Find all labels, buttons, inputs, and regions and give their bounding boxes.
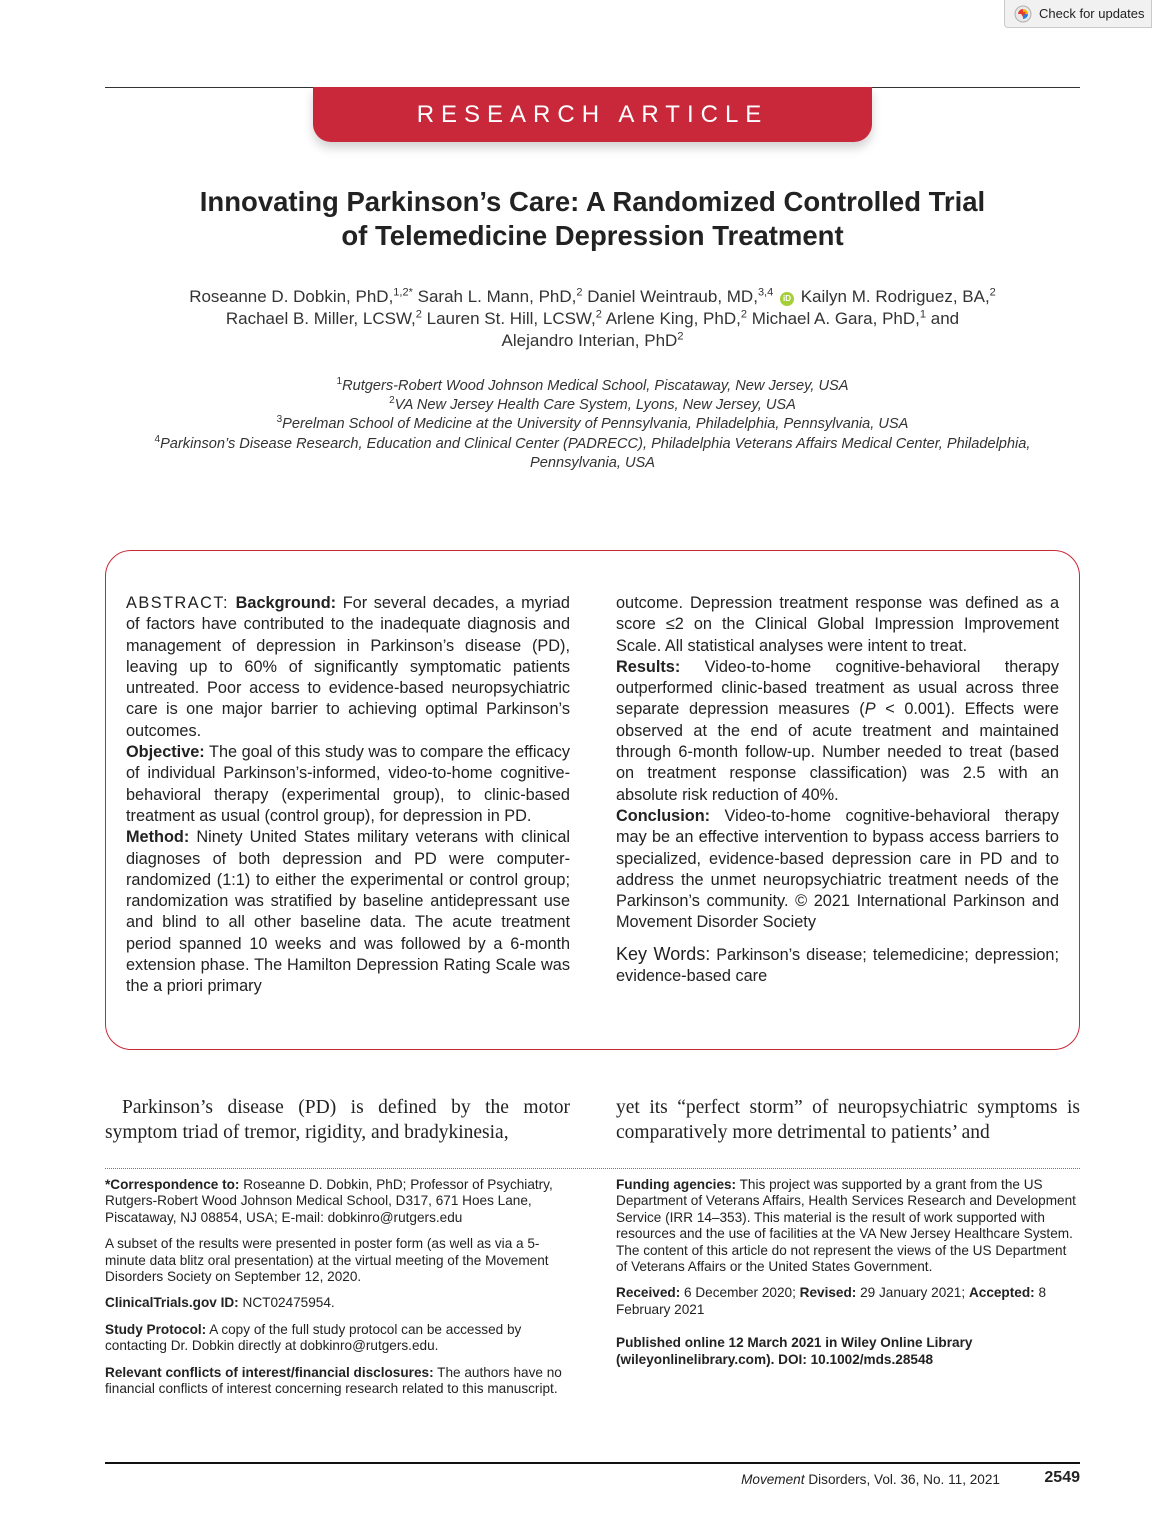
check-for-updates-label: Check for updates xyxy=(1039,6,1145,21)
body-text-right: yet its “perfect storm” of neuropsychiatric symptoms is comparatively more detrimental to patients’ and xyxy=(616,1097,1080,1143)
check-for-updates-icon xyxy=(1014,5,1032,23)
abstract-method: Method: Ninety United States military veterans with clinical diagnoses of both depression and PD were computer-randomized (1:1) to either the experimental or control group; randomization was stratified by baseline antidepressant use and blind to all other baseline data. The acute treatment period spanned 10 weeks and was followed by a 6-month extension phase. The Hamilton Depression Rating Scale was the a priori primary xyxy=(126,828,570,996)
presentation-note: A subset of the results were presented in poster form (as well as via a 5-minute data blitz oral presentation) at the virtual meeting of the Movement Disorders Society on September 12, 2020. xyxy=(105,1236,549,1285)
footer-rule xyxy=(105,1462,1080,1464)
affiliation: $^1$Rutgers-Robert Wood Johnson Medical School, Piscataway, New Jersey, USA xyxy=(336,376,849,394)
author: Lauren St. Hill, LCSW,$^2$ xyxy=(426,308,602,328)
affiliation: $^3$Perelman School of Medicine at the University of Pennsylvania, Philadelphia, Pennsylvania, USA xyxy=(276,414,909,433)
author: Roseanne D. Dobkin, PhD,$^{1,2*}$ xyxy=(189,286,413,306)
orcid-icon[interactable]: iD xyxy=(780,292,794,306)
protocol-note: Study Protocol: A copy of the full study protocol can be accessed by contacting Dr. Dobkin directly at dobkinro@rutgers.edu. xyxy=(105,1321,522,1354)
dates-note: Received: 6 December 2020; Revised: 29 January 2021; Accepted: 8 February 2021 xyxy=(616,1285,1046,1317)
authors-and: and xyxy=(930,309,960,328)
abstract-left-column xyxy=(126,593,570,998)
published-note: Published online 12 March 2021 in Wiley Online Library (wileyonlinelibrary.com). DOI: 10.1002/mds.28548 xyxy=(616,1335,973,1367)
author: Michael A. Gara, PhD,$^1$ xyxy=(751,308,926,328)
affiliation: $^2$VA New Jersey Health Care System, Lyons, New Jersey, USA xyxy=(389,395,796,414)
journal-citation: Movement Disorders, Vol. 36, No. 11, 2021 xyxy=(741,1472,1000,1487)
abstract-right-column xyxy=(616,593,1059,987)
affiliation: $^4$Parkinson’s Disease Research, Education and Clinical Center (PADRECC), Philadelphia Veterans Affairs Medical Center, Philadelphia, Pennsylvania, USA xyxy=(154,433,1031,471)
abstract-keywords: Key Words: Parkinson’s disease; telemedicine; depression; evidence-based care xyxy=(616,943,1059,986)
body-text-left: Parkinson’s disease (PD) is defined by the motor symptom triad of tremor, rigidity, and bradykinesia, xyxy=(105,1097,570,1143)
abstract-results: Results: Video-to-home cognitive-behavioral therapy outperformed clinic-based treatment as usual across three separate depression measures (P < 0.001). Effects were observed at the end of acute treatment and maintained through 6-month follow-up. Number needed to treat (based on treatment response classification) was 2.5 with an absolute risk reduction of 40%. xyxy=(616,657,1060,804)
abstract-objective: Objective: The goal of this study was to compare the efficacy of individual Parkinson’s-informed, video-to-home cognitive-behavioral therapy (experimental group), to clinic-based treatment as usual (control group), for depression in PD. xyxy=(126,743,570,825)
abstract-background: ABSTRACT: Background: For several decades, a myriad of factors have contributed to the inadequate diagnosis and management of depression in Parkinson’s disease (PD), leaving up to 60% of significantly symptomatic patients untreated. Poor access to evidence-based neuropsychiatric care is one major barrier to achieving optimal Parkinson’s outcomes. xyxy=(126,594,570,740)
article-type-banner: RESEARCH ARTICLE xyxy=(313,87,872,142)
author: Alejandro Interian, PhD$^2$ xyxy=(501,330,684,350)
correspondence-note: *Correspondence to: Roseanne D. Dobkin, PhD; Professor of Psychiatry, Rutgers-Robert Wood Johnson Medical School, D317, 671 Hoes Lane, Piscataway, NJ 08854, USA; E-mail: dobkinro@rutgers.edu xyxy=(105,1177,553,1225)
funding-note: Funding agencies: This project was supported by a grant from the US Department of Veterans Affairs, Health Services Research and Development Service (IRR 14–353). This material is the result of work supported with resources and the use of facilities at the VA New Jersey Healthcare System. The content of this article do not represent the views of the US Department of Veterans Affairs or the United States Government. xyxy=(616,1177,1076,1275)
abstract-conclusion: Conclusion: Video-to-home cognitive-behavioral therapy may be an effective intervention to bypass access barriers to specialized, evidence-based depression care in PD and to address the unmet neuropsychiatric treatment needs of the Parkinson’s community. © 2021 International Parkinson and Movement Disorder Society xyxy=(616,806,1060,932)
article-title xyxy=(140,185,1045,253)
title-line-2: of Telemedicine Depression Treatment xyxy=(341,220,844,251)
author: Rachael B. Miller, LCSW,$^2$ xyxy=(225,308,422,328)
abstract-method-continued: outcome. Depression treatment response was defined as a score ≤2 on the Clinical Global Impression Improvement Scale. All statistical analyses were intent to treat. xyxy=(616,594,1059,655)
title-line-1: Innovating Parkinson’s Care: A Randomized Controlled Trial xyxy=(199,186,986,217)
author: Daniel Weintraub, MD,$^{3,4}$ xyxy=(587,286,774,306)
trial-id-note: ClinicalTrials.gov ID: NCT02475954. xyxy=(105,1295,335,1311)
footnotes-left xyxy=(105,1177,570,1407)
page-number: 2549 xyxy=(1044,1469,1080,1486)
author-list xyxy=(150,286,1035,352)
footnotes-right xyxy=(616,1177,1080,1378)
conflicts-note: Relevant conflicts of interest/financial disclosures: The authors have no financial conflicts of interest concerning research related to this manuscript. xyxy=(105,1364,562,1397)
author: Kailyn M. Rodriguez, BA,$^2$ xyxy=(800,286,996,306)
affiliations xyxy=(110,377,1075,473)
check-for-updates-button[interactable] xyxy=(1004,0,1152,28)
author: Sarah L. Mann, PhD,$^2$ xyxy=(417,286,583,306)
author: Arlene King, PhD,$^2$ xyxy=(605,308,747,328)
footnote-divider xyxy=(105,1168,1080,1169)
